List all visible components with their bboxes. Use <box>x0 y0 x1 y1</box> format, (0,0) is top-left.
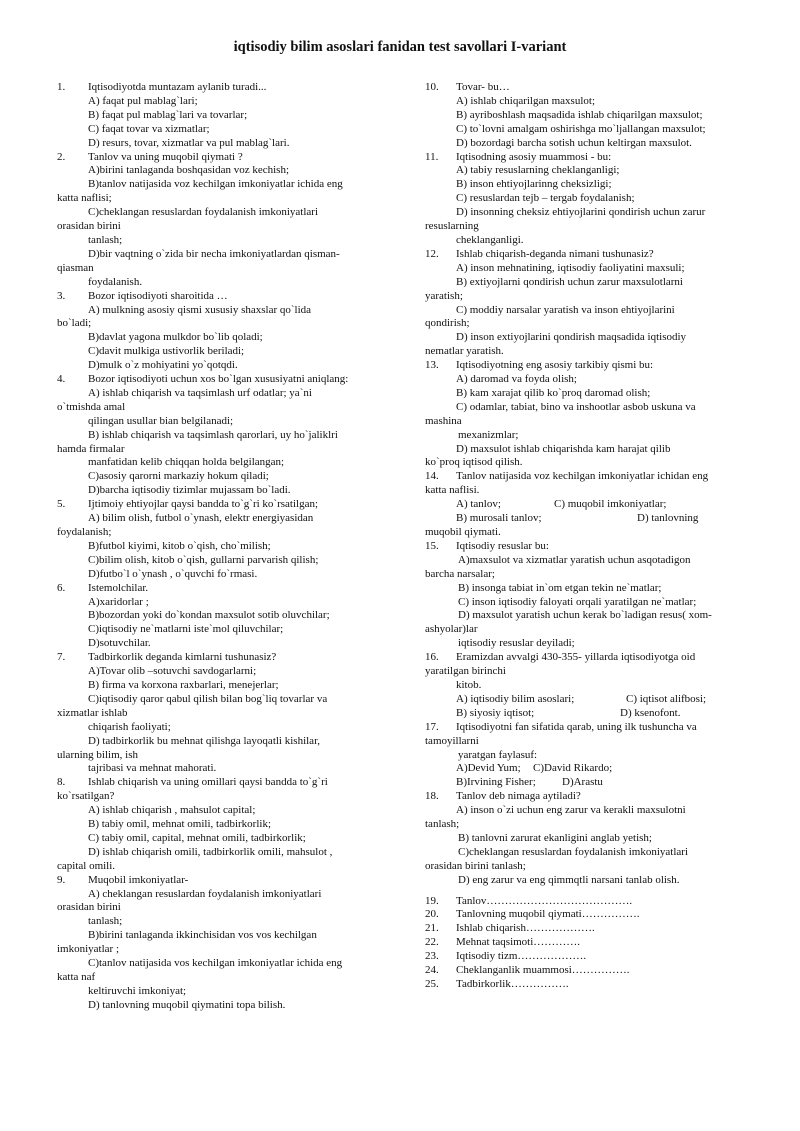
answer-option: C) resuslardan tejb – tergab foydalanish; <box>456 192 635 205</box>
answer-option: C)David Rikardo; <box>533 762 613 775</box>
answer-option: B) kam xarajat qilib ko`proq daromad olish; <box>456 386 651 399</box>
answer-option: D)bir vaqtning o`zida bir necha imkoniyatlardan qisman- <box>88 247 340 260</box>
question-line <box>425 790 743 804</box>
answer-option: D)Arastu <box>562 776 603 789</box>
question-number: 24. <box>425 964 439 977</box>
answer-option: A) tabiy resuslarning cheklanganligi; <box>456 164 620 177</box>
answer-option: A) faqat pul mablag`lari; <box>88 94 198 107</box>
answer-option: B) inson ehtiyojlarinng cheksizligi; <box>456 178 612 191</box>
fill-in-item <box>425 978 743 992</box>
answer-option: B)bozordan yoki do`kondan maxsulot sotib oluvchilar; <box>88 609 330 622</box>
continuation-line: orasidan birini <box>57 901 121 914</box>
answer-option: A) cheklangan resuslardan foydalanish imkoniyatlari <box>88 887 322 900</box>
answer-option: C)iqtisodiy ne`matlarni iste`mol qiluvchilar; <box>88 623 284 636</box>
continuation-line: yaratilgan birinchi <box>425 665 506 678</box>
answer-option: iqtisodiy resuslar deyiladi; <box>458 637 575 650</box>
question-line <box>57 373 385 387</box>
continuation-line: yaratish; <box>425 289 463 302</box>
question-number: 12. <box>425 247 439 260</box>
continuation-line: o`tmishda amal <box>57 400 126 413</box>
continuation-line: hamda firmalar <box>57 442 125 455</box>
answer-option: C)asosiy qarorni markaziy hokum qiladi; <box>88 470 269 483</box>
answer-option: foydalanish. <box>88 275 143 288</box>
answer-option: D) maxsulot ishlab chiqarishda kam harajat qilib <box>456 442 671 455</box>
question-text: Muqobil imkoniyatlar- <box>88 873 189 886</box>
answer-option: A)birini tanlaganda boshqasidan voz kechish; <box>88 164 290 177</box>
answer-option: A)maxsulot va xizmatlar yaratish uchun asqotadigon <box>458 553 691 566</box>
question-number: 4. <box>57 373 66 386</box>
answer-option: B)davlat yagona mulkdor bo`lib qoladi; <box>88 331 263 344</box>
answer-option: B) siyosiy iqtisot; <box>456 706 535 719</box>
answer-option: C)cheklangan resuslardan foydalanish imkoniyatlari <box>458 845 689 858</box>
continuation-line: ko`rsatilgan? <box>57 790 115 803</box>
answer-options-pair <box>425 693 743 707</box>
continuation-line: tamoyillarni <box>425 734 479 747</box>
answer-option: C)bilim olish, kitob o`qish, gullarni parvarish qilish; <box>88 553 319 566</box>
question-text: Tanlov va uning muqobil qiymati ? <box>88 150 243 163</box>
answer-option: D) bozordagi barcha sotish uchun keltirgan maxsulot. <box>456 136 692 149</box>
answer-option: B)Irvining Fisher; <box>456 776 536 789</box>
continuation-line: barcha narsalar; <box>425 567 495 580</box>
fill-in-item <box>425 895 743 909</box>
answer-option: B)futbol kiyimi, kitob o`qish, cho`milish; <box>88 539 271 552</box>
answer-option: A) ishlab chiqarish , mahsulot capital; <box>88 804 256 817</box>
question-number: 11. <box>425 150 439 163</box>
question-number: 1. <box>57 81 66 93</box>
answer-option: A)Tovar olib –sotuvchi savdogarlarni; <box>88 665 257 678</box>
question-number: 19. <box>425 894 439 907</box>
question-number: 23. <box>425 950 439 963</box>
question-line <box>57 874 385 888</box>
answer-option: C) odamlar, tabiat, bino va inshootlar asbob uskuna va <box>456 400 696 413</box>
question-number: 25. <box>425 978 439 990</box>
continuation-line: katta naf <box>57 971 96 983</box>
question-number: 2. <box>57 150 66 163</box>
continuation-line: imkoniyatlar ; <box>57 943 120 956</box>
question-number: 15. <box>425 539 439 552</box>
question-text: Eramizdan avvalgi 430-355- yillarda iqtisodiyotga oid <box>456 651 696 664</box>
question-number: 5. <box>57 498 66 511</box>
answer-option: B) insonga tabiat in`om etgan tekin ne`matlar; <box>458 581 662 594</box>
answer-option: C) inson iqtisodiy faloyati orqali yaratilgan ne`matlar; <box>458 595 697 608</box>
answer-option: D) insonning cheksiz ehtiyojlarini qondirish uchun zarur <box>456 206 706 219</box>
continuation-line: katta naflisi. <box>425 484 480 497</box>
answer-option: A) mulkning asosiy qismi xususiy shaxslar qo`lida <box>88 303 312 316</box>
answer-options-pair <box>425 762 743 776</box>
answer-option: A) bilim olish, futbol o`ynash, elektr energiyasidan <box>88 512 314 525</box>
fill-in-text: Iqtisodiy tizm………………. <box>456 950 587 963</box>
question-text: Ishlab chiqarish va uning omillari qaysi bandda to`g`ri <box>88 776 328 789</box>
fill-in-item <box>425 950 743 964</box>
answer-option: D) ksenofont. <box>620 706 681 719</box>
question-text: Bozor iqtisodiyoti sharoitida … <box>88 289 228 302</box>
answer-option: B) murosali tanlov; <box>456 512 542 525</box>
fill-in-item <box>425 936 743 950</box>
continuation-line: resuslarning <box>425 220 479 233</box>
answer-option: B) ishlab chiqarish va taqsimlash qarorlari, uy ho`jaliklri <box>88 428 338 441</box>
fill-in-item <box>425 964 743 978</box>
fill-in-text: Cheklanganlik muammosi……………. <box>456 964 630 977</box>
answer-option: D) tanlovning <box>637 512 699 525</box>
continuation-line: bo`ladi; <box>57 317 92 330</box>
continuation-line: mashina <box>425 414 462 427</box>
question-text: Bozor iqtisodiyoti uchun xos bo`lgan xususiyatni aniqlang: <box>88 373 349 386</box>
question-text: Istemolchilar. <box>88 581 149 594</box>
answer-option: C)cheklangan resuslardan foydalanish imkoniyatlari <box>88 206 319 219</box>
answer-option: D)mulk o`z mohiyatini yo`qotqdi. <box>88 359 238 372</box>
question-text: Ishlab chiqarish-deganda nimani tushunasiz? <box>456 247 654 260</box>
fill-in-text: Tanlovning muqobil qiymati……………. <box>456 908 640 921</box>
answer-option: A) iqtisodiy bilim asoslari; <box>456 692 575 705</box>
continuation-line: katta naflisi; <box>57 192 112 205</box>
question-number: 6. <box>57 581 66 594</box>
answer-option: C) muqobil imkoniyatlar; <box>554 498 667 511</box>
question-number: 16. <box>425 651 439 664</box>
spacer <box>425 888 743 895</box>
answer-options-pair <box>425 512 743 526</box>
continuation-line: qiasman <box>57 261 94 274</box>
answer-option: A) inson mehnatining, iqtisodiy faoliyatini maxsuli; <box>456 261 685 274</box>
continuation-line: ko`proq iqtisod qilish. <box>425 456 523 469</box>
answer-option: C)davit mulkiga ustivorlik beriladi; <box>88 345 245 358</box>
answer-option: D)barcha iqtisodiy tizimlar mujassam bo`ladi. <box>88 484 291 497</box>
answer-option: C) iqtisot alifbosi; <box>626 692 707 705</box>
answer-option: mexanizmlar; <box>458 428 519 441</box>
question-line <box>425 721 743 735</box>
question-line <box>57 776 385 790</box>
question-text: Tovar- bu… <box>456 81 510 93</box>
continuation-line: nematlar yaratish. <box>425 345 504 358</box>
question-number: 10. <box>425 81 439 93</box>
question-number: 22. <box>425 936 439 949</box>
question-line <box>425 540 743 554</box>
continuation-line: ashyolar)lar <box>425 623 478 636</box>
continuation-line: xizmatlar ishlab <box>57 706 128 719</box>
answer-option: A) inson o`zi uchun eng zarur va kerakli maxsulotni <box>456 804 686 817</box>
question-text: Tanlov deb nimaga aytiladi? <box>456 790 581 803</box>
answer-option: C) faqat tovar va xizmatlar; <box>88 122 210 135</box>
question-line <box>425 248 743 262</box>
answer-option: A)Devid Yum; <box>456 762 521 775</box>
answer-option: A)xaridorlar ; <box>88 595 149 608</box>
fill-in-text: Ishlab chiqarish………………. <box>456 922 595 935</box>
answer-option: D) eng zarur va eng qimmqtli narsani tanlab olish. <box>458 873 680 886</box>
question-text: Iqtisodiyotni fan sifatida qarab, uning ilk tushuncha va <box>456 720 697 733</box>
answer-option: B) extiyojlarni qondirish uchun zarur maxsulotlarni <box>456 275 683 288</box>
question-text: Tadbirkorlik deganda kimlarni tushunasiz? <box>88 651 277 664</box>
answer-options-pair <box>425 707 743 721</box>
continuation-line: ularning bilim, ish <box>57 748 138 761</box>
continuation-line: orasidan birini <box>57 220 121 233</box>
answer-option: yaratgan faylasuf: <box>458 748 538 761</box>
question-number: 20. <box>425 908 439 921</box>
continuation-line: foydalanish; <box>57 526 112 538</box>
question-line <box>57 81 385 95</box>
answer-option: qilingan usullar bian belgilanadi; <box>88 414 234 427</box>
page-title: iqtisodiy bilim asoslari fanidan test savollari I-variant <box>233 39 567 55</box>
answer-option: keltiruvchi imkoniyat; <box>88 984 187 997</box>
answer-option: cheklanganligi. <box>456 233 524 246</box>
question-line <box>425 470 743 484</box>
question-text: Tanlov natijasida voz kechilgan imkoniyatlar ichidan eng <box>456 470 709 483</box>
question-line <box>57 290 385 304</box>
answer-option: D) tanlovning muqobil qiymatini topa bilish. <box>88 998 286 1011</box>
answer-option: kitob. <box>456 678 482 691</box>
question-line <box>57 651 385 665</box>
answer-option: D) maxsulot yaratish uchun kerak bo`ladigan resus( xom- <box>458 609 712 622</box>
answer-option: D) inson extiyojlarini qondirish maqsadida iqtisodiy <box>456 331 687 344</box>
answer-option: B) ayriboshlash maqsadida ishlab chiqarilgan maxsulot; <box>456 108 703 121</box>
fill-in-text: Mehnat taqsimoti…………. <box>456 936 581 949</box>
answer-option: B) tanlovni zarurat ekanligini anglab yetish; <box>458 831 652 844</box>
answer-option: D) tadbirkorlik bu mehnat qilishga layoqatli kishilar, <box>88 734 321 747</box>
question-text: Ijtimoiy ehtiyojlar qaysi bandda to`g`ri ko`rsatilgan; <box>88 498 319 511</box>
answer-option: B) firma va korxona raxbarlari, menejerlar; <box>88 678 279 691</box>
answer-option: A) ishlab chiqarilgan maxsulot; <box>456 94 595 107</box>
question-number: 21. <box>425 922 439 935</box>
question-line <box>425 151 743 165</box>
answer-option: chiqarish faoliyati; <box>88 720 171 733</box>
answer-option: D) resurs, tovar, xizmatlar va pul mablag`lari. <box>88 136 290 149</box>
fill-in-text: Tadbirkorlik……………. <box>456 978 569 990</box>
question-number: 18. <box>425 790 439 803</box>
question-line <box>425 81 743 95</box>
continuation-line: muqobil qiymati. <box>425 526 501 538</box>
fill-in-item <box>425 922 743 936</box>
continuation-line: orasidan birini tanlash; <box>425 859 526 872</box>
question-line <box>57 582 385 596</box>
question-number: 8. <box>57 776 66 789</box>
continuation-line: qondirish; <box>425 317 470 330</box>
answer-options-pair <box>425 776 743 790</box>
answer-option: C) moddiy narsalar yaratish va inson ehtiyojlarini <box>456 303 675 316</box>
answer-option: A) daromad va foyda olish; <box>456 373 577 386</box>
answer-option: C) tabiy omil, capital, mehnat omili, tadbirkorlik; <box>88 831 306 844</box>
answer-option: A) tanlov; <box>456 498 501 511</box>
question-number: 7. <box>57 651 66 664</box>
continuation-line: capital omili. <box>57 859 116 872</box>
answer-option: B)tanlov natijasida voz kechilgan imkoniyatlar ichida eng <box>88 178 343 191</box>
question-text: Iqtisodiyotda muntazam aylanib turadi... <box>88 81 267 93</box>
answer-option: B) faqat pul mablag`lari va tovarlar; <box>88 108 248 121</box>
answer-option: C)tanlov natijasida vos kechilgan imkoniyatlar ichida eng <box>88 957 343 970</box>
question-number: 13. <box>425 359 439 372</box>
left-column <box>57 81 385 1013</box>
answer-option: manfatidan kelib chiqqan holda belgilangan; <box>88 456 285 469</box>
fill-in-item <box>425 908 743 922</box>
question-number: 9. <box>57 873 66 886</box>
fill-in-text: Tanlov…………………………………. <box>456 894 633 907</box>
continuation-line: tanlash; <box>425 818 460 831</box>
answer-option: D)futbo`l o`ynash , o`quvchi fo`rmasi. <box>88 567 258 580</box>
question-line <box>57 498 385 512</box>
answer-options-pair <box>425 498 743 512</box>
question-number: 14. <box>425 470 439 483</box>
answer-option: tanlash; <box>88 915 123 928</box>
question-line <box>425 651 743 665</box>
answer-option: B) tabiy omil, mehnat omili, tadbirkorlik; <box>88 818 272 831</box>
answer-option: B)birini tanlaganda ikkinchisidan vos vos kechilgan <box>88 929 317 942</box>
question-number: 17. <box>425 720 439 733</box>
right-column <box>425 81 743 992</box>
answer-option: D) ishlab chiqarish omili, tadbirkorlik omili, mahsulot , <box>88 845 333 858</box>
question-number: 3. <box>57 289 66 302</box>
answer-option: C) to`lovni amalgam oshirishga mo`ljallangan maxsulot; <box>456 122 706 135</box>
question-line <box>57 151 385 165</box>
question-text: Iqtisodning asosiy muammosi - bu: <box>456 150 612 163</box>
answer-option: A) ishlab chiqarish va taqsimlash urf odatlar; ya`ni <box>88 386 312 399</box>
answer-option: D)sotuvchilar. <box>88 637 151 650</box>
question-line <box>425 359 743 373</box>
question-text: Iqtisodiyotning eng asosiy tarkibiy qismi bu: <box>456 359 654 372</box>
answer-option: tajribasi va mehnat mahorati. <box>88 762 217 775</box>
answer-option: C)iqtisodiy qaror qabul qilish bilan bog`liq tovarlar va <box>88 692 328 705</box>
answer-option: tanlash; <box>88 233 123 246</box>
question-text: Iqtisodiy resuslar bu: <box>456 539 549 552</box>
